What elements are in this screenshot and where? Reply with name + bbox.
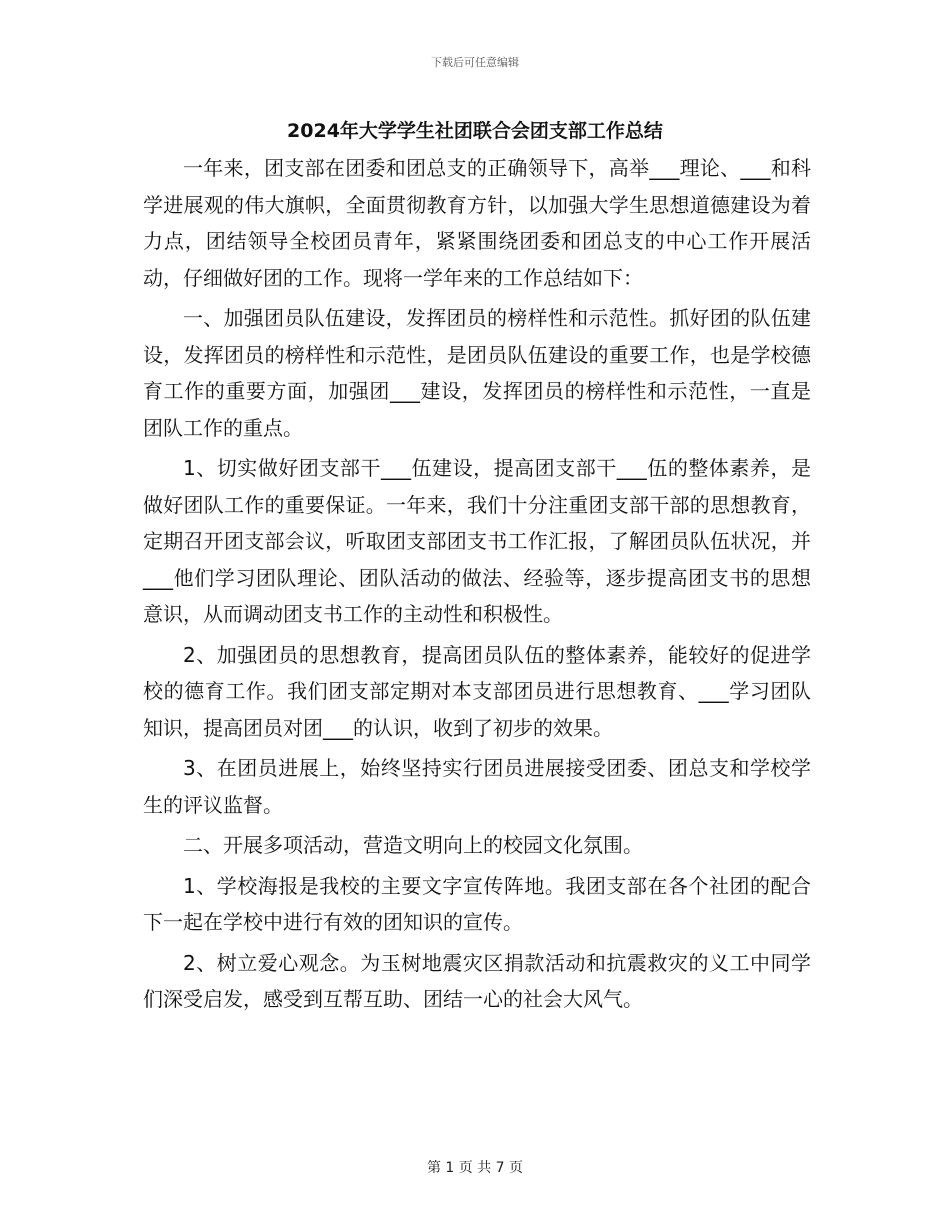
paragraph-section-2: 二、开展多项活动，营造文明向上的校园文化氛围。 bbox=[183, 833, 643, 857]
document-title: 2024年大学学生社团联合会团支部工作总结 bbox=[287, 120, 663, 142]
header-note: 下载后可任意编辑 bbox=[431, 56, 519, 69]
document-body bbox=[143, 150, 811, 1022]
page-number: 第 1 页 共 7 页 bbox=[426, 1160, 524, 1176]
paragraph-item-2-1: 1、学校海报是我校的主要文字宣传阵地。我团支部在各个社团的配合下一起在学校中进行有效的团知识的宣传。 bbox=[143, 873, 811, 934]
paragraph-intro: 一年来，团支部在团委和团总支的正确领导下，高举___理论、___和科学进展观的伟大旗帜，全面贯彻教育方针，以加强大学生思想道德建设为着力点，团结领导全校团员青年，紧紧围绕团委和团总支的中心工作开展活动，仔细做好团的工作。现将一学年来的工作总结如下： bbox=[143, 156, 811, 290]
paragraph-item-1-1: 1、切实做好团支部干___伍建设，提高团支部干___伍的整体素养，是做好团队工作的重要保证。一年来，我们十分注重团支部干部的思想教育，定期召开团支部会议，听取团支部团支书工作汇报，了解团员队伍状况，并___他们学习团队理论、团队活动的做法、经验等，逐步提高团支书的思想意识，从而调动团支书工作的主动性和积极性。 bbox=[143, 456, 811, 626]
paragraph-section-1: 一、加强团员队伍建设，发挥团员的榜样性和示范性。抓好团的队伍建设，发挥团员的榜样性和示范性，是团员队伍建设的重要工作，也是学校德育工作的重要方面，加强团___建设，发挥团员的榜样性和示范性，一直是团队工作的重点。 bbox=[143, 306, 811, 440]
paragraph-item-1-3: 3、在团员进展上，始终坚持实行团员进展接受团委、团总支和学校学生的评议监督。 bbox=[143, 756, 811, 817]
paragraph-item-2-2: 2、树立爱心观念。为玉树地震灾区捐款活动和抗震救灾的义工中同学们深受启发，感受到互帮互助、团结一心的社会大风气。 bbox=[143, 950, 811, 1011]
paragraph-item-1-2: 2、加强团员的思想教育，提高团员队伍的整体素养，能较好的促进学校的德育工作。我们团支部定期对本支部团员进行思想教育、___学习团队知识，提高团员对团___的认识，收到了初步的效果。 bbox=[143, 642, 811, 740]
